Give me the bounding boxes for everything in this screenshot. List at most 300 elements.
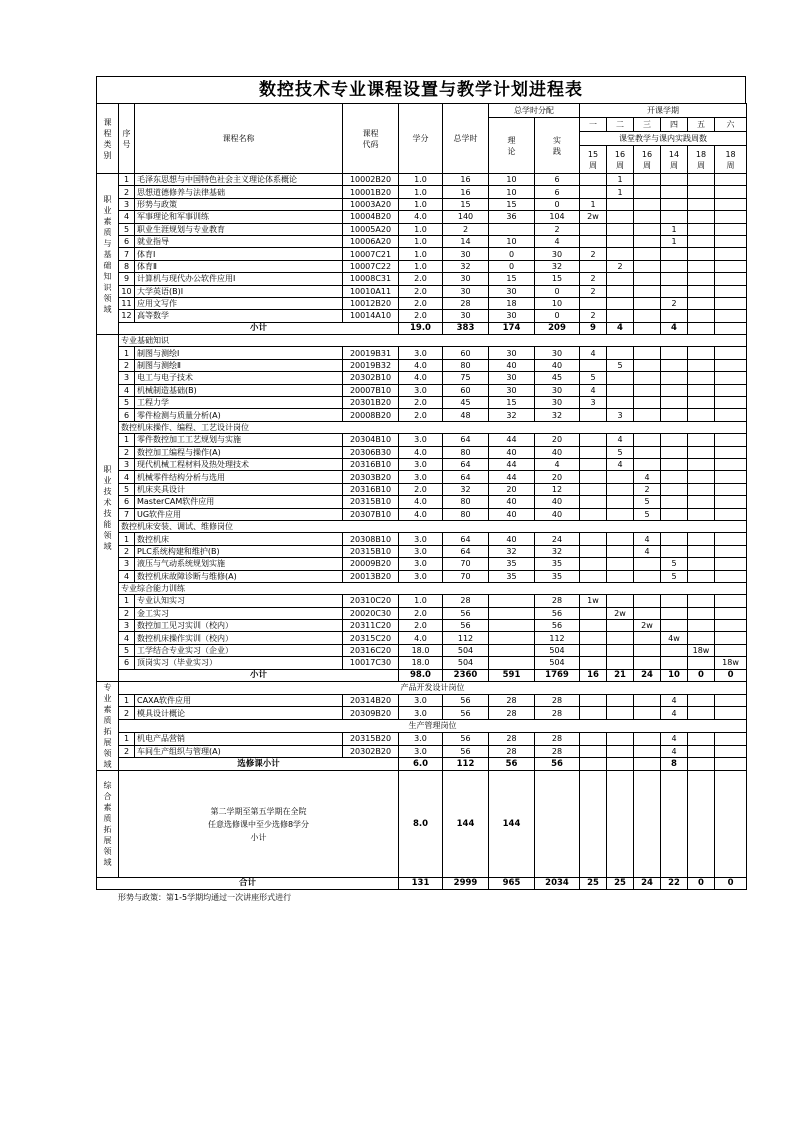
table-row: [97, 508, 747, 520]
semester-cell: [607, 297, 634, 309]
course-name-cell: 电工与电子技术: [135, 372, 343, 384]
schedule-sheet: [96, 76, 746, 903]
semester-cell: [661, 595, 688, 607]
semester-cell: [688, 607, 715, 619]
practice-cell: 24: [535, 533, 580, 545]
seq-cell: 6: [119, 235, 135, 247]
seq-cell: 3: [119, 372, 135, 384]
elective-description: [119, 771, 399, 878]
hours-cell: 30: [443, 310, 489, 322]
course-name-cell: 数控机床操作实训（校内）: [135, 632, 343, 644]
header-theory: 理论: [489, 118, 535, 174]
semester-cell: [661, 186, 688, 198]
practice-cell: 20: [535, 471, 580, 483]
theory-cell: [489, 595, 535, 607]
semester-cell: [634, 235, 661, 247]
semester-cell: [580, 644, 607, 656]
semester-cell: [634, 359, 661, 371]
semester-cell: [607, 372, 634, 384]
course-code-cell: 20307B10: [343, 508, 399, 520]
semester-cell: [580, 558, 607, 570]
subtotal-semester: 16: [580, 669, 607, 681]
course-code-cell: 10012B20: [343, 297, 399, 309]
subtotal-semester: [580, 758, 607, 771]
semester-cell: [580, 235, 607, 247]
semester-cell: [580, 545, 607, 557]
practice-cell: 10: [535, 297, 580, 309]
semester-weeks: 16周: [607, 146, 634, 174]
seq-cell: 1: [119, 694, 135, 707]
course-name-cell: 制图与测绘Ⅱ: [135, 359, 343, 371]
practice-cell: 104: [535, 211, 580, 223]
seq-cell: 2: [119, 446, 135, 458]
semester-cell: [634, 558, 661, 570]
course-code-cell: 10006A20: [343, 235, 399, 247]
semester-cell: [715, 409, 747, 421]
semester-cell: 4: [634, 533, 661, 545]
credits-cell: 2.0: [399, 607, 443, 619]
subtotal-semester: [715, 758, 747, 771]
theory-cell: 40: [489, 359, 535, 371]
semester-cell: 4: [661, 707, 688, 720]
practice-cell: 40: [535, 496, 580, 508]
table-row: [97, 745, 747, 758]
table-row: [97, 644, 747, 656]
semester-cell: [661, 483, 688, 495]
semester-cell: [580, 446, 607, 458]
table-row: [97, 235, 747, 247]
semester-cell: [634, 372, 661, 384]
credits-cell: 3.0: [399, 434, 443, 446]
practice-cell: 32: [535, 260, 580, 272]
semester-weeks: 14周: [661, 146, 688, 174]
subtotal-credits: 19.0: [399, 322, 443, 334]
semester-cell: [634, 285, 661, 297]
course-code-cell: 20302B10: [343, 372, 399, 384]
practice-cell: 0: [535, 310, 580, 322]
semester-cell: [661, 273, 688, 285]
semester-cell: 2: [661, 297, 688, 309]
semester-cell: [634, 174, 661, 186]
hours-cell: 28: [443, 297, 489, 309]
course-code-cell: 20316B10: [343, 458, 399, 470]
section-label: 生产管理岗位: [119, 720, 747, 733]
table-body: [97, 174, 747, 890]
course-name-cell: 现代机械工程材料及热处理技术: [135, 458, 343, 470]
credits-cell: 18.0: [399, 657, 443, 669]
subtotal-label: 小计: [119, 322, 399, 334]
semester-cell: [688, 409, 715, 421]
page-title: 数控技术专业课程设置与教学计划进程表: [96, 76, 746, 103]
category-label: 综合素质拓展领域: [103, 781, 112, 868]
course-code-cell: 20315B20: [343, 732, 399, 745]
course-name-cell: 车间生产组织与管理(A): [135, 745, 343, 758]
section-label: 专业综合能力训练: [119, 582, 747, 594]
header-course-name: 课程名称: [135, 104, 343, 174]
semester-cell: [715, 620, 747, 632]
semester-cell: [715, 223, 747, 235]
course-name-cell: 零件数控加工工艺规划与实施: [135, 434, 343, 446]
course-code-cell: 20019B32: [343, 359, 399, 371]
course-code-cell: 20019B31: [343, 347, 399, 359]
semester-cell: 5: [634, 508, 661, 520]
subtotal-semester: 8: [661, 758, 688, 771]
practice-cell: 504: [535, 657, 580, 669]
semester-cell: [715, 607, 747, 619]
table-row: [97, 570, 747, 582]
semester-cell: [715, 273, 747, 285]
semester-cell: [607, 384, 634, 396]
category-cell: [97, 335, 119, 682]
subtotal-semester: 0: [688, 669, 715, 681]
course-name-cell: 金工实习: [135, 607, 343, 619]
semester-cell: [634, 211, 661, 223]
semester-cell: [661, 471, 688, 483]
course-code-cell: 20301B20: [343, 397, 399, 409]
semester-cell: [688, 235, 715, 247]
semester-cell: [661, 533, 688, 545]
theory-cell: 40: [489, 496, 535, 508]
elective-theory: 144: [489, 771, 535, 878]
semester-cell: [607, 533, 634, 545]
hours-cell: 30: [443, 285, 489, 297]
semester-cell: [580, 533, 607, 545]
table-row: [97, 434, 747, 446]
theory-cell: 30: [489, 372, 535, 384]
seq-cell: 4: [119, 570, 135, 582]
semester-cell: [688, 620, 715, 632]
semester-cell: [688, 297, 715, 309]
credits-cell: 3.0: [399, 707, 443, 720]
semester-cell: 5: [607, 446, 634, 458]
course-name-cell: UG软件应用: [135, 508, 343, 520]
elective-text: 第二学期至第五学期在全院: [210, 806, 307, 816]
course-code-cell: 20306B30: [343, 446, 399, 458]
semester-cell: 2: [634, 483, 661, 495]
practice-cell: 30: [535, 397, 580, 409]
semester-cell: [715, 235, 747, 247]
total-semester: 0: [688, 878, 715, 890]
table-row: [97, 446, 747, 458]
semester-cell: 4: [661, 694, 688, 707]
table-row: [97, 223, 747, 235]
semester-cell: [688, 694, 715, 707]
semester-cell: 1: [661, 223, 688, 235]
header-weekly-note: 课堂教学与课内实践周数: [580, 132, 747, 146]
practice-cell: 32: [535, 545, 580, 557]
course-name-cell: MasterCAM软件应用: [135, 496, 343, 508]
credits-cell: 2.0: [399, 409, 443, 421]
subtotal-semester: [634, 758, 661, 771]
course-code-cell: 20315C20: [343, 632, 399, 644]
semester-cell: [634, 732, 661, 745]
elective-hours: 144: [443, 771, 489, 878]
semester-cell: 5: [580, 372, 607, 384]
seq-cell: 6: [119, 409, 135, 421]
course-code-cell: 20303B20: [343, 471, 399, 483]
table-row: [97, 174, 747, 186]
subtotal-practice: 1769: [535, 669, 580, 681]
semester-cell: 2w: [607, 607, 634, 619]
course-name-cell: 工学结合专业实习（企业）: [135, 644, 343, 656]
semester-cell: 4: [607, 458, 634, 470]
semester-cell: [634, 297, 661, 309]
semester-cell: [634, 607, 661, 619]
practice-cell: 30: [535, 347, 580, 359]
course-name-cell: 机械制造基础(B): [135, 384, 343, 396]
theory-cell: 40: [489, 508, 535, 520]
semester-cell: [580, 732, 607, 745]
semester-cell: 3: [607, 409, 634, 421]
seq-cell: 3: [119, 620, 135, 632]
subtotal-row: [97, 322, 747, 334]
semester-cell: [688, 595, 715, 607]
header-seq: 序号: [119, 104, 135, 174]
course-code-cell: 10001B20: [343, 186, 399, 198]
semester-cell: [661, 508, 688, 520]
semester-cell: [715, 483, 747, 495]
hours-cell: 48: [443, 409, 489, 421]
seq-cell: 7: [119, 508, 135, 520]
theory-cell: 30: [489, 310, 535, 322]
seq-cell: 2: [119, 186, 135, 198]
seq-cell: 12: [119, 310, 135, 322]
semester-cell: [634, 347, 661, 359]
semester-cell: [715, 297, 747, 309]
table-row: [97, 533, 747, 545]
semester-cell: [715, 496, 747, 508]
course-name-cell: 顶岗实习（毕业实习）: [135, 657, 343, 669]
semester-cell: [715, 260, 747, 272]
semester-cell: [634, 186, 661, 198]
elective-practice: [535, 771, 580, 878]
seq-cell: 1: [119, 595, 135, 607]
semester-cell: [580, 694, 607, 707]
semester-cell: 4: [607, 434, 634, 446]
semester-cell: [715, 310, 747, 322]
seq-cell: 1: [119, 732, 135, 745]
semester-cell: [661, 409, 688, 421]
section-row: [97, 682, 747, 695]
semester-cell: 2: [580, 285, 607, 297]
semester-cell: [688, 707, 715, 720]
practice-cell: 40: [535, 446, 580, 458]
credits-cell: 3.0: [399, 545, 443, 557]
credits-cell: 3.0: [399, 570, 443, 582]
course-code-cell: 20009B20: [343, 558, 399, 570]
semester-cell: [688, 496, 715, 508]
semester-cell: [715, 285, 747, 297]
subtotal-hours: 2360: [443, 669, 489, 681]
table-row: [97, 198, 747, 210]
semester-cell: [580, 186, 607, 198]
course-name-cell: 数控加工见习实训（校内）: [135, 620, 343, 632]
seq-cell: 11: [119, 297, 135, 309]
semester-cell: [688, 186, 715, 198]
practice-cell: 4: [535, 458, 580, 470]
credits-cell: 1.0: [399, 235, 443, 247]
course-code-cell: 20304B10: [343, 434, 399, 446]
semester-cell: [688, 310, 715, 322]
semester-cell: [661, 397, 688, 409]
subtotal-semester: 9: [580, 322, 607, 334]
semester-cell: [688, 384, 715, 396]
semester-cell: 1: [607, 174, 634, 186]
semester-cell: [607, 732, 634, 745]
credits-cell: 2.0: [399, 310, 443, 322]
course-name-cell: 液压与气动系统规划实施: [135, 558, 343, 570]
semester-cell: [715, 384, 747, 396]
hours-cell: 56: [443, 694, 489, 707]
semester-cell: [661, 211, 688, 223]
table-row: [97, 595, 747, 607]
semester-cell: [607, 285, 634, 297]
semester-cell: [661, 771, 688, 878]
semester-cell: [580, 471, 607, 483]
table-row: [97, 310, 747, 322]
semester-cell: 4: [661, 732, 688, 745]
hours-cell: 56: [443, 732, 489, 745]
total-semester: 0: [715, 878, 747, 890]
semester-cell: [607, 632, 634, 644]
theory-cell: 30: [489, 347, 535, 359]
semester-cell: [715, 508, 747, 520]
section-label: 产品开发设计岗位: [119, 682, 747, 695]
semester-cell: [688, 198, 715, 210]
semester-cell: [715, 372, 747, 384]
semester-cell: [580, 707, 607, 720]
practice-cell: 56: [535, 607, 580, 619]
course-code-cell: 20314B20: [343, 694, 399, 707]
semester-cell: [688, 359, 715, 371]
theory-cell: [489, 644, 535, 656]
semester-cell: [634, 384, 661, 396]
theory-cell: 28: [489, 694, 535, 707]
semester-cell: [688, 471, 715, 483]
elective-credits: 8.0: [399, 771, 443, 878]
seq-cell: 2: [119, 745, 135, 758]
credits-cell: 3.0: [399, 732, 443, 745]
theory-cell: 10: [489, 186, 535, 198]
credits-cell: 4.0: [399, 632, 443, 644]
seq-cell: 5: [119, 397, 135, 409]
table-row: [97, 496, 747, 508]
semester-cell: [634, 248, 661, 260]
category-label: 职业技术技能领域: [103, 465, 112, 552]
semester-cell: [607, 235, 634, 247]
semester-cell: [715, 198, 747, 210]
semester-cell: [634, 458, 661, 470]
semester-cell: [715, 771, 747, 878]
semester-cell: 4: [634, 471, 661, 483]
credits-cell: 1.0: [399, 595, 443, 607]
credits-cell: 1.0: [399, 174, 443, 186]
semester-cell: [715, 174, 747, 186]
semester-cell: [580, 632, 607, 644]
table-row: [97, 397, 747, 409]
seq-cell: 7: [119, 248, 135, 260]
course-code-cell: 20316C20: [343, 644, 399, 656]
table-row: [97, 632, 747, 644]
semester-cell: [661, 372, 688, 384]
hours-cell: 56: [443, 620, 489, 632]
table-row: [97, 260, 747, 272]
hours-cell: 504: [443, 644, 489, 656]
semester-cell: [580, 297, 607, 309]
footnote: 形势与政策：第1-5学期均通过一次讲座形式进行: [118, 893, 292, 903]
credits-cell: 3.0: [399, 558, 443, 570]
course-code-cell: 10007C21: [343, 248, 399, 260]
header-practice: 实践: [535, 118, 580, 174]
hours-cell: 64: [443, 471, 489, 483]
course-name-cell: 数控加工编程与操作(A): [135, 446, 343, 458]
theory-cell: 15: [489, 198, 535, 210]
course-name-cell: 数控机床: [135, 533, 343, 545]
semester-weeks: 18周: [688, 146, 715, 174]
section-label: 数控机床安装、调试、维修岗位: [119, 520, 747, 532]
credits-cell: 4.0: [399, 496, 443, 508]
semester-cell: [634, 198, 661, 210]
course-name-cell: 大学英语(B)Ⅰ: [135, 285, 343, 297]
semester-cell: [607, 545, 634, 557]
seq-cell: 4: [119, 632, 135, 644]
hours-cell: 56: [443, 607, 489, 619]
semester-name: 六: [715, 118, 747, 132]
credits-cell: 1.0: [399, 198, 443, 210]
theory-cell: 40: [489, 533, 535, 545]
semester-cell: [661, 260, 688, 272]
semester-cell: [607, 310, 634, 322]
hours-cell: 64: [443, 533, 489, 545]
semester-cell: [607, 483, 634, 495]
course-name-cell: 军事理论和军事训练: [135, 211, 343, 223]
theory-cell: 32: [489, 409, 535, 421]
semester-cell: [580, 657, 607, 669]
semester-cell: [580, 496, 607, 508]
credits-cell: 3.0: [399, 458, 443, 470]
seq-cell: 5: [119, 644, 135, 656]
semester-cell: [661, 644, 688, 656]
seq-cell: 1: [119, 347, 135, 359]
hours-cell: 15: [443, 198, 489, 210]
hours-cell: 80: [443, 446, 489, 458]
course-name-cell: PLC系统构建和维护(B): [135, 545, 343, 557]
hours-cell: 14: [443, 235, 489, 247]
theory-cell: 28: [489, 707, 535, 720]
practice-cell: 15: [535, 273, 580, 285]
semester-cell: [715, 707, 747, 720]
semester-cell: 4w: [661, 632, 688, 644]
course-code-cell: 20315B10: [343, 545, 399, 557]
practice-cell: 28: [535, 595, 580, 607]
semester-name: 一: [580, 118, 607, 132]
course-code-cell: 10010A11: [343, 285, 399, 297]
course-code-cell: 20310C20: [343, 595, 399, 607]
semester-cell: [634, 707, 661, 720]
semester-cell: [715, 446, 747, 458]
semester-cell: [607, 707, 634, 720]
semester-cell: [688, 397, 715, 409]
semester-cell: [715, 248, 747, 260]
table-row: [97, 694, 747, 707]
semester-cell: [634, 632, 661, 644]
credits-cell: 2.0: [399, 620, 443, 632]
semester-cell: 5: [661, 570, 688, 582]
practice-cell: 30: [535, 248, 580, 260]
course-code-cell: 10014A10: [343, 310, 399, 322]
table-row: [97, 483, 747, 495]
semester-weeks: 16周: [634, 146, 661, 174]
